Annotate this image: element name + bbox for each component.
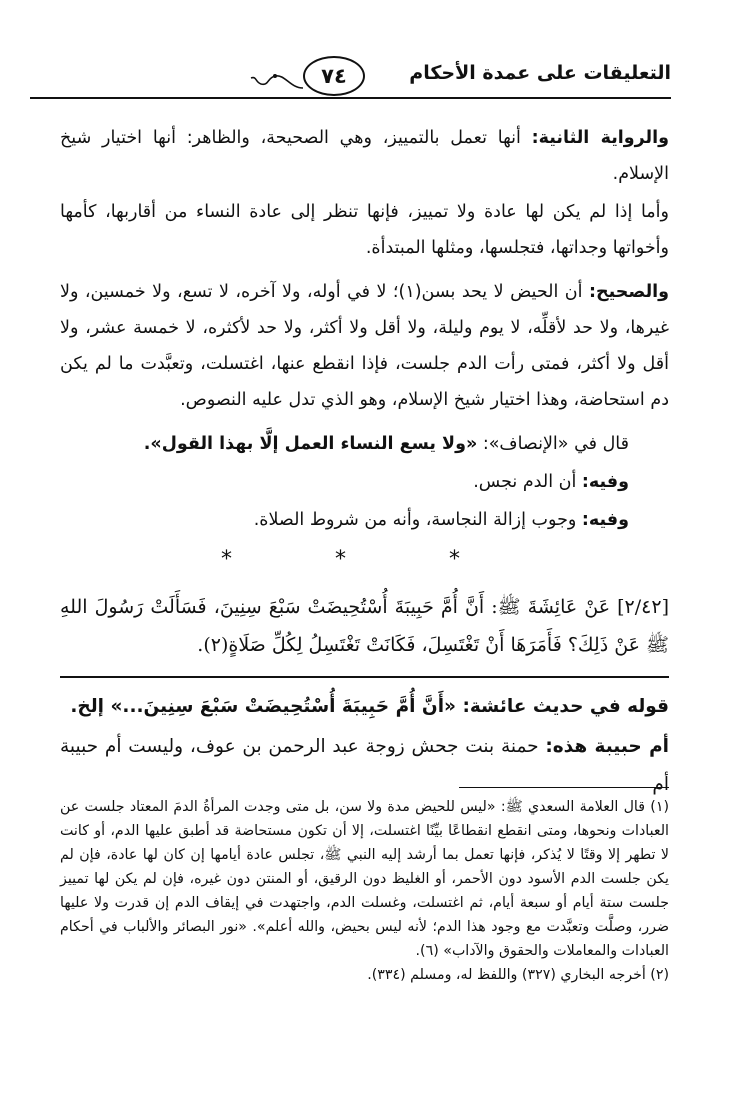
insaf-quote: [60, 426, 669, 462]
commentary-paragraph: [60, 728, 669, 804]
page-header: [30, 52, 671, 100]
footnote-1: (١) قال العلامة السعدي ﷺ: «ليس للحيض مدة ولا سن، بل متى وجدت المرأةُ الدمَ المعتاد جلست عن العبادات ونحوها، ومتى انقطع انقطاعًا بيِّنًا اغتسلت، إلا أن تكون مستحاضة قد أطبق عليها الدم، أو كانت لا تطهر إلا وقتًا لا يُذكر، فإنها تعمل بما أرشد إليه النبي ﷺ، تجلس عادة أيامها إن كان لها عادة، فإن لم يكن جلست الدم الأسود دون الأحمر، أو الغليظ دون الرقيق، أو المنتن دون غيره، فإن لم يكن لها تمييز جلست ستة أيام أو سبعة أيام، ثم اغتسلت، وغسلت الدم، واجتهدت في إيقاف الدم إن قدرت ولا عليها ضرر، وصلَّت وتعبَّدت مع وجود هذا الدم؛ لأنه ليس بحيض، والله أعلم». «نور البصائر والألباب في أحكام العبادات والمعاملات والحقوق والآداب» (٦).: [60, 799, 669, 959]
commentary-heading: قوله في حديث عائشة: «أَنَّ أُمَّ حَبِيبَةَ أُسْتُحِيضَتْ سَبْعَ سِنِينَ...» إلخ.: [70, 696, 669, 717]
section-divider-stars: * * *: [221, 547, 508, 572]
paragraph-text: أن الحيض لا يحد بسن(١)؛ لا في أوله، ولا آخره، لا تسع، ولا خمسين، ولا غيرها، ولا حد لأقلِّه، لا يوم وليلة، ولا أقل ولا أكثر، ولا حد لأكثره، لا خمسة عشر، ولا أقل ولا أكثر، فمتى رأت الدم جلست، فإذا انقطع عنها، اغتسلت، وتعبَّدت ما لم يكن دم استحاضة، وهذا اختيار شيخ الإسلام، وهو الذي تدل عليه النصوص.: [60, 282, 669, 410]
paragraph-lead: والصحيح:: [588, 282, 670, 302]
hadith-separator: [60, 676, 669, 678]
header-rule: [30, 97, 671, 99]
paragraph-no-habit: وأما إذا لم يكن لها عادة ولا تمييز، فإنها تنظر إلى عادة النساء من أقاربها، كأمها وأخواتها وجداتها، فتجلسها، ومثلها المبتدأة.: [60, 202, 669, 258]
benefit-blood-impure: [60, 464, 669, 500]
footnote-rule: [459, 787, 669, 788]
benefit-lead: وفيه:: [581, 472, 629, 492]
benefit-text: وجوب إزالة النجاسة، وأنه من شروط الصلاة.: [253, 510, 582, 530]
commentary-lead: أم حبيبة هذه:: [545, 736, 669, 757]
paragraph-text: أنها تعمل بالتمييز، وهي الصحيحة، والظاهر: أنها اختيار شيخ الإسلام.: [60, 128, 669, 184]
paragraph-lead: والرواية الثانية:: [531, 128, 669, 148]
paragraph-second-narration: [60, 120, 669, 192]
hadith-text: [٢/٤٢] عَنْ عَائِشَةَ ﷺ: أَنَّ أُمَّ حَبِيبَةَ أُسْتُحِيضَتْ سَبْعَ سِنِينَ، فَسَأَلَتْ رَسُولَ اللهِ ﷺ عَنْ ذَلِكَ؟ فَأَمَرَهَا أَنْ تَغْتَسِلَ، فَكَانَتْ تَغْتَسِلُ لِكُلِّ صَلَاةٍ(٢).: [60, 596, 669, 656]
quote-text: «ولا يسع النساء العمل إلَّا بهذا القول».: [143, 434, 478, 454]
ornament-flourish-icon: [245, 68, 305, 92]
paragraph-correct-view: [60, 274, 669, 418]
footnotes: [60, 795, 669, 987]
page-number-badge: ٧٤: [303, 56, 365, 96]
main-text: [60, 120, 669, 806]
benefit-lead: وفيه:: [581, 510, 629, 530]
benefit-text: أن الدم نجس.: [473, 472, 582, 492]
running-title: التعليقات على عمدة الأحكام: [409, 62, 671, 84]
benefit-remove-impurity: [60, 502, 669, 538]
footnote-2: (٢) أخرجه البخاري (٣٢٧) واللفظ له، ومسلم (٣٣٤).: [367, 967, 669, 983]
quote-intro: قال في «الإنصاف»:: [477, 434, 629, 454]
commentary-text: حمنة بنت جحش زوجة عبد الرحمن بن عوف، وليست أم حبيبة أم: [60, 736, 669, 795]
